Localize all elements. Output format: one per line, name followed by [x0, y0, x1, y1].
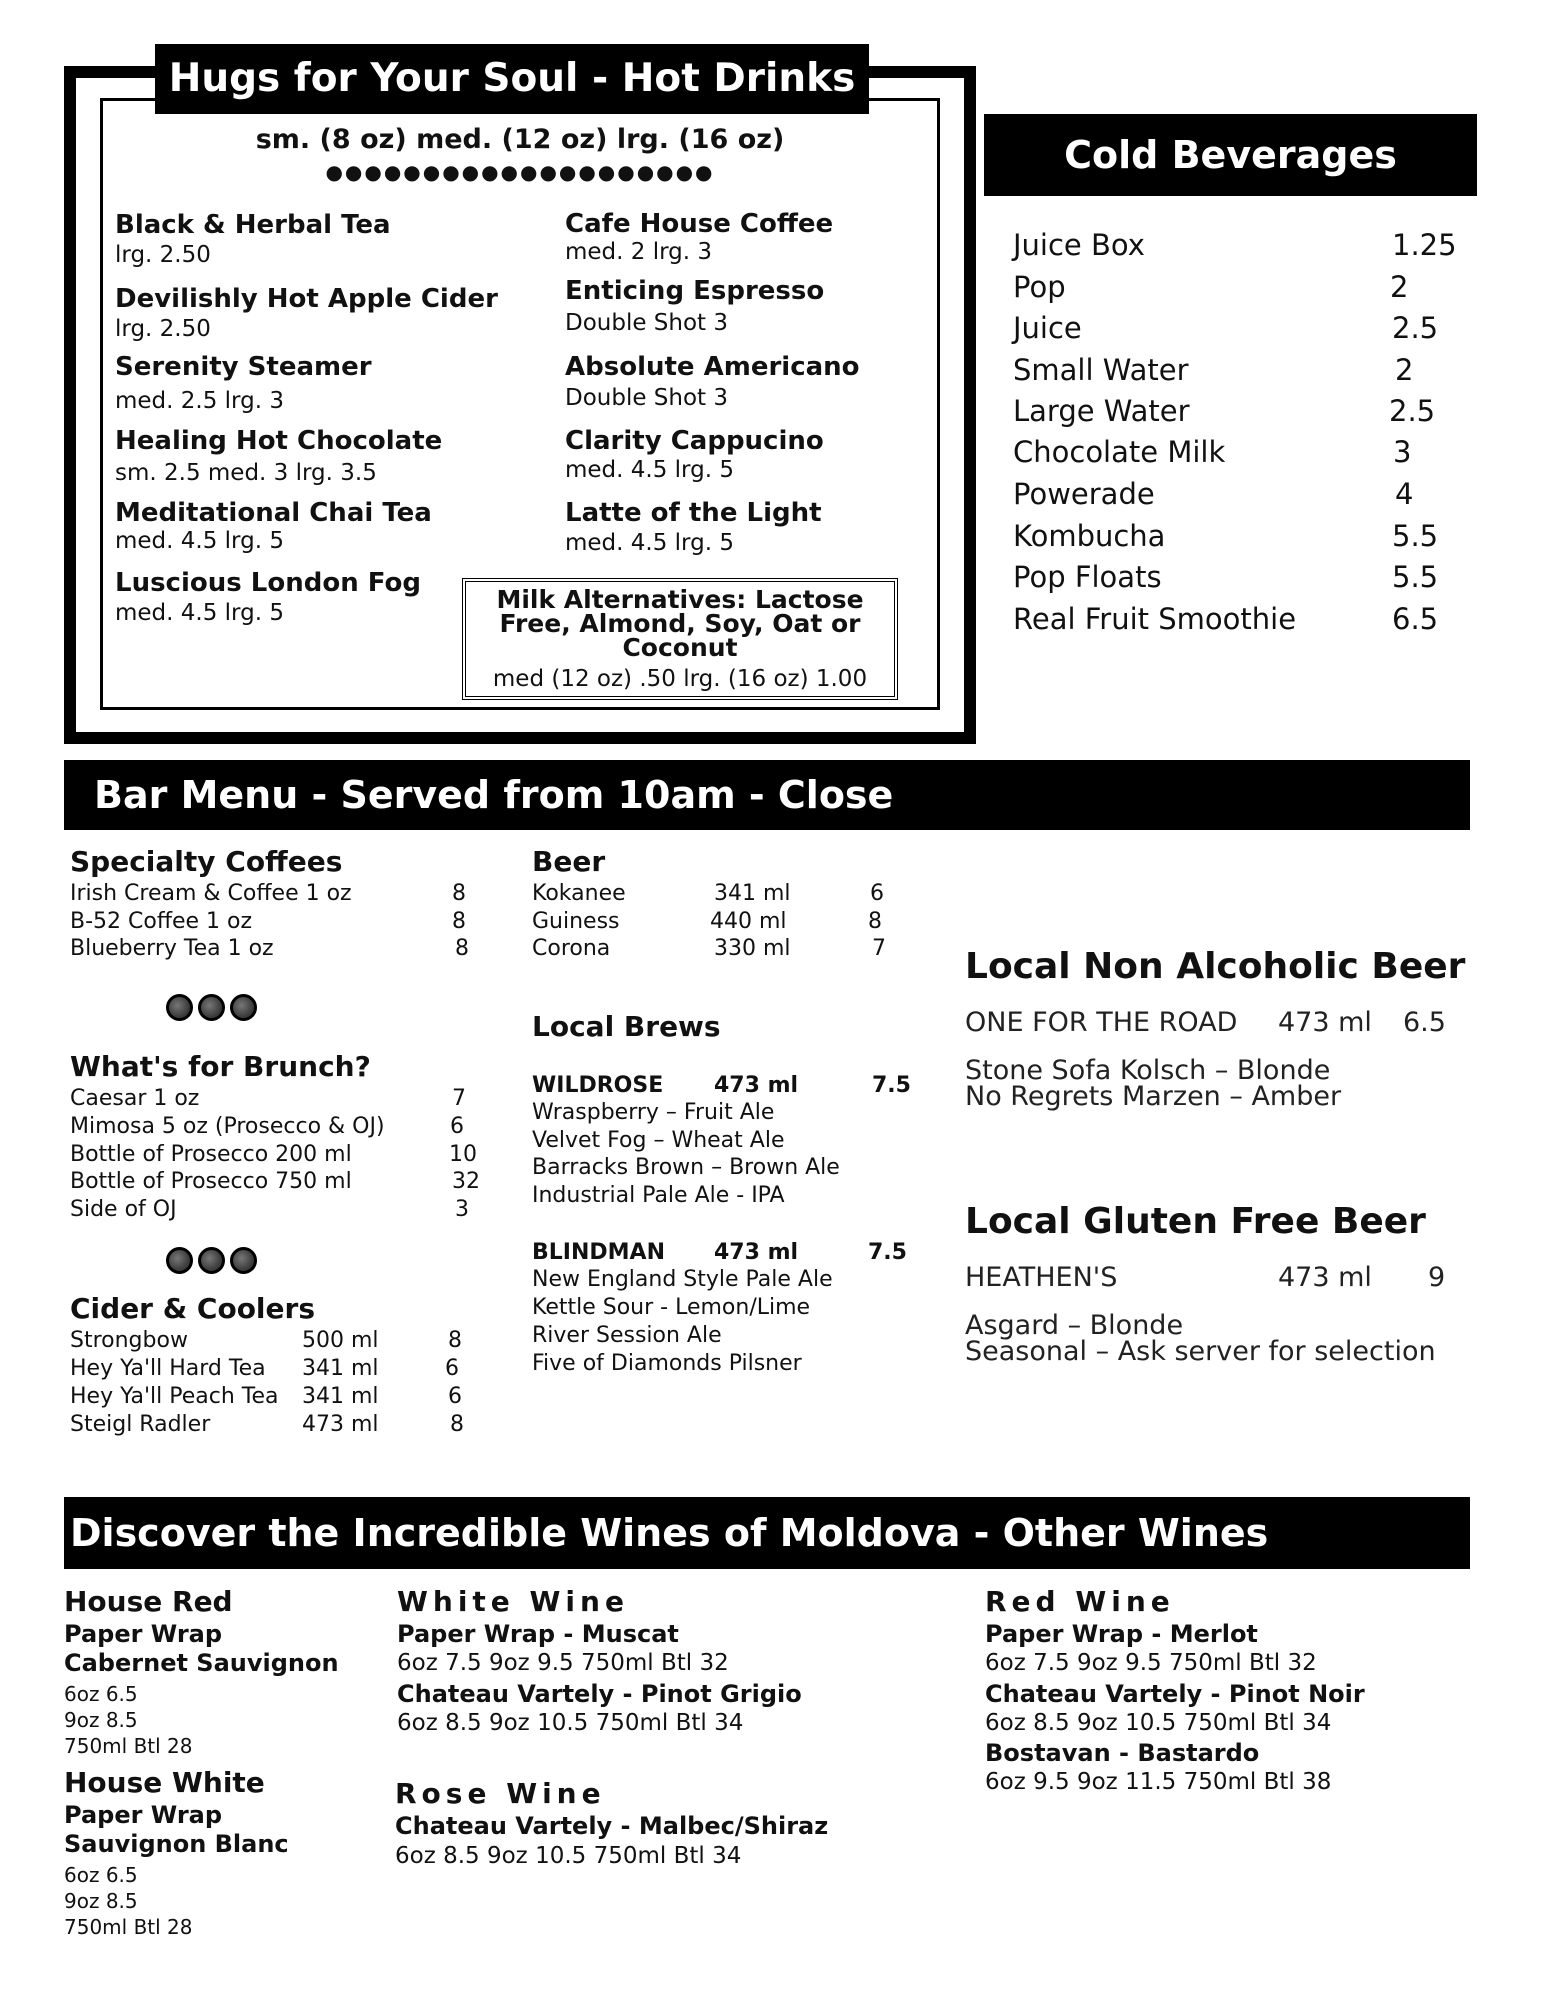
hot-item-price: med. 4.5 lrg. 5 — [115, 600, 284, 626]
hot-drinks-title: Hugs for Your Soul - Hot Drinks — [155, 44, 869, 114]
menu-item-size: 341 ml — [714, 881, 791, 906]
cold-item-name: Juice Box — [1013, 228, 1145, 262]
cold-item-price: 2.5 — [1392, 311, 1439, 345]
white-wine-heading: White Wine — [397, 1585, 629, 1618]
milk-alternatives-box — [462, 578, 898, 700]
house-white-heading: House White — [64, 1766, 265, 1799]
wine-prices: 6oz 8.5 9oz 10.5 750ml Btl 34 — [395, 1843, 742, 1869]
menu-item-size: 341 ml — [302, 1356, 379, 1381]
house-red-heading: House Red — [64, 1585, 233, 1618]
brew-item: Barracks Brown – Brown Ale — [532, 1155, 840, 1180]
house-white-line: Paper Wrap — [64, 1801, 223, 1829]
cold-item-price: 4 — [1395, 477, 1414, 511]
menu-item-price: 8 — [455, 936, 469, 961]
menu-item-name: Steigl Radler — [70, 1412, 211, 1437]
house-red-line: Cabernet Sauvignon — [64, 1649, 339, 1677]
menu-item-name: Blueberry Tea 1 oz — [70, 936, 274, 961]
menu-item-name: Bottle of Prosecco 200 ml — [70, 1142, 352, 1167]
hot-item-name: Clarity Cappucino — [565, 426, 824, 456]
menu-item-size: 440 ml — [710, 909, 787, 934]
brewery-name: WILDROSE — [532, 1073, 664, 1098]
hot-item-price: Double Shot 3 — [565, 385, 729, 411]
cold-item-name: Chocolate Milk — [1013, 435, 1226, 469]
cold-item-price: 5.5 — [1392, 560, 1439, 594]
hot-item-price: sm. 2.5 med. 3 lrg. 3.5 — [115, 460, 377, 486]
menu-item-price: 6 — [448, 1384, 462, 1409]
brew-item: River Session Ale — [532, 1323, 722, 1348]
brunch-heading: What's for Brunch? — [70, 1050, 371, 1083]
cold-item-name: Juice — [1013, 311, 1082, 345]
hot-drinks-dots: ●●●●●●●●●●●●●●●●●●●● — [325, 160, 715, 184]
house-white-line: Sauvignon Blanc — [64, 1830, 289, 1858]
hot-item-name: Black & Herbal Tea — [115, 210, 391, 240]
wine-prices: 6oz 7.5 9oz 9.5 750ml Btl 32 — [985, 1650, 1317, 1676]
red-wine-heading: Red Wine — [985, 1585, 1175, 1618]
brewery-price: 7.5 — [868, 1240, 907, 1265]
brewery-size: 473 ml — [714, 1073, 799, 1098]
menu-item-price: 7 — [872, 936, 886, 961]
local-brews-heading: Local Brews — [532, 1010, 721, 1043]
menu-item-size: 473 ml — [302, 1412, 379, 1437]
menu-item-name: Guiness — [532, 909, 620, 934]
hot-item-name: Devilishly Hot Apple Cider — [115, 284, 498, 314]
menu-item-price: 8 — [450, 1412, 464, 1437]
gluten-free-price: 9 — [1428, 1262, 1446, 1293]
menu-item-name: Mimosa 5 oz (Prosecco & OJ) — [70, 1114, 385, 1139]
hot-item-name: Cafe House Coffee — [565, 209, 834, 239]
hot-item-price: med. 2.5 lrg. 3 — [115, 388, 284, 414]
house-white-price: 9oz 8.5 — [64, 1889, 138, 1913]
cold-item-price: 3 — [1393, 435, 1412, 469]
cold-item-name: Large Water — [1013, 394, 1190, 428]
menu-item-price: 32 — [452, 1169, 480, 1194]
menu-item-name: Bottle of Prosecco 750 ml — [70, 1169, 352, 1194]
wines-title: Discover the Incredible Wines of Moldova - Other Wines — [64, 1497, 1470, 1569]
cold-item-price: 2 — [1395, 353, 1414, 387]
hot-item-name: Absolute Americano — [565, 352, 860, 382]
hot-drinks-sizes: sm. (8 oz) med. (12 oz) lrg. (16 oz) — [255, 124, 785, 155]
menu-item-name: Hey Ya'll Peach Tea — [70, 1384, 279, 1409]
wine-name: Chateau Vartely - Pinot Noir — [985, 1680, 1365, 1708]
menu-item-name: Corona — [532, 936, 611, 961]
brew-item: Kettle Sour - Lemon/Lime — [532, 1295, 811, 1320]
cold-item-price: 2.5 — [1389, 394, 1436, 428]
hot-item-price: med. 4.5 lrg. 5 — [115, 528, 284, 554]
hot-item-name: Luscious London Fog — [115, 568, 421, 598]
hot-item-price: med. 4.5 lrg. 5 — [565, 530, 734, 556]
cold-item-name: Powerade — [1013, 477, 1155, 511]
menu-item-price: 6 — [445, 1356, 459, 1381]
gluten-free-size: 473 ml — [1278, 1262, 1372, 1293]
cold-item-name: Pop — [1013, 270, 1066, 304]
hot-item-price: lrg. 2.50 — [115, 316, 211, 342]
hot-item-price: med. 2 lrg. 3 — [565, 239, 713, 265]
menu-item-price: 3 — [455, 1197, 469, 1222]
gluten-free-item: Asgard – Blonde — [965, 1310, 1184, 1341]
non-alcoholic-item: No Regrets Marzen – Amber — [965, 1081, 1342, 1112]
house-red-line: Paper Wrap — [64, 1620, 223, 1648]
hot-item-price: lrg. 2.50 — [115, 242, 211, 268]
house-white-price: 6oz 6.5 — [64, 1863, 138, 1887]
brew-item: Velvet Fog – Wheat Ale — [532, 1128, 785, 1153]
brew-item: Industrial Pale Ale - IPA — [532, 1183, 785, 1208]
menu-item-name: Caesar 1 oz — [70, 1086, 200, 1111]
cider-coolers-heading: Cider & Coolers — [70, 1292, 315, 1325]
non-alcoholic-item: Stone Sofa Kolsch – Blonde — [965, 1055, 1331, 1086]
menu-item-price: 8 — [452, 909, 466, 934]
menu-item-price: 6 — [450, 1114, 464, 1139]
wine-name: Chateau Vartely - Malbec/Shiraz — [395, 1812, 829, 1840]
cold-item-name: Small Water — [1013, 353, 1189, 387]
menu-item-name: Kokanee — [532, 881, 626, 906]
brewery-price: 7.5 — [872, 1073, 911, 1098]
hot-item-name: Latte of the Light — [565, 498, 822, 528]
menu-item-price: 6 — [870, 881, 884, 906]
cold-item-name: Real Fruit Smoothie — [1013, 602, 1297, 636]
hot-item-price: med. 4.5 lrg. 5 — [565, 457, 734, 483]
hot-item-name: Serenity Steamer — [115, 352, 372, 382]
menu-item-price: 8 — [868, 909, 882, 934]
menu-item-name: Irish Cream & Coffee 1 oz — [70, 881, 352, 906]
wine-prices: 6oz 8.5 9oz 10.5 750ml Btl 34 — [397, 1710, 744, 1736]
brew-item: New England Style Pale Ale — [532, 1267, 833, 1292]
gluten-free-item: Seasonal – Ask server for selection — [965, 1336, 1436, 1367]
menu-item-price: 7 — [452, 1086, 466, 1111]
menu-item-price: 8 — [452, 881, 466, 906]
gluten-free-brewery: HEATHEN'S — [965, 1262, 1118, 1293]
menu-item-name: B-52 Coffee 1 oz — [70, 909, 253, 934]
cold-item-price: 5.5 — [1392, 519, 1439, 553]
wine-name: Paper Wrap - Muscat — [397, 1620, 679, 1648]
menu-item-size: 341 ml — [302, 1384, 379, 1409]
hot-item-name: Enticing Espresso — [565, 276, 825, 306]
bar-menu-title: Bar Menu - Served from 10am - Close — [64, 760, 1470, 830]
brew-item: Five of Diamonds Pilsner — [532, 1351, 802, 1376]
hot-item-price: Double Shot 3 — [565, 310, 729, 336]
cold-item-name: Kombucha — [1013, 519, 1166, 553]
menu-item-size: 330 ml — [714, 936, 791, 961]
specialty-coffees-heading: Specialty Coffees — [70, 845, 343, 878]
house-white-price: 750ml Btl 28 — [64, 1915, 193, 1939]
non-alcoholic-size: 473 ml — [1278, 1007, 1372, 1038]
wine-name: Paper Wrap - Merlot — [985, 1620, 1258, 1648]
wine-prices: 6oz 7.5 9oz 9.5 750ml Btl 32 — [397, 1650, 729, 1676]
beer-heading: Beer — [532, 845, 606, 878]
rose-wine-heading: Rose Wine — [395, 1777, 606, 1810]
house-red-price: 9oz 8.5 — [64, 1708, 138, 1732]
milk-alternatives-title: Milk Alternatives: Lactose Free, Almond, Soy, Oat or Coconut — [496, 585, 864, 662]
brew-item: Wraspberry – Fruit Ale — [532, 1100, 775, 1125]
menu-item-price: 10 — [449, 1142, 477, 1167]
hot-item-name: Healing Hot Chocolate — [115, 426, 443, 456]
menu-item-name: Side of OJ — [70, 1197, 177, 1222]
non-alcoholic-heading: Local Non Alcoholic Beer — [965, 946, 1466, 987]
non-alcoholic-brewery: ONE FOR THE ROAD — [965, 1007, 1238, 1038]
wine-name: Bostavan - Bastardo — [985, 1739, 1260, 1767]
hot-item-name: Meditational Chai Tea — [115, 498, 432, 528]
cold-item-price: 2 — [1390, 270, 1409, 304]
cold-item-price: 1.25 — [1392, 228, 1457, 262]
milk-alternatives-prices: med (12 oz) .50 lrg. (16 oz) 1.00 — [492, 666, 868, 692]
house-red-price: 6oz 6.5 — [64, 1682, 138, 1706]
brewery-name: BLINDMAN — [532, 1240, 665, 1265]
divider-dots — [166, 1247, 262, 1278]
cold-item-price: 6.5 — [1392, 602, 1439, 636]
house-red-price: 750ml Btl 28 — [64, 1734, 193, 1758]
menu-item-size: 500 ml — [302, 1328, 379, 1353]
wine-name: Chateau Vartely - Pinot Grigio — [397, 1680, 802, 1708]
brewery-size: 473 ml — [714, 1240, 799, 1265]
wine-prices: 6oz 8.5 9oz 10.5 750ml Btl 34 — [985, 1710, 1332, 1736]
non-alcoholic-price: 6.5 — [1403, 1007, 1446, 1038]
cold-beverages-title: Cold Beverages — [984, 114, 1477, 196]
menu-item-price: 8 — [448, 1328, 462, 1353]
divider-dots — [166, 994, 262, 1025]
gluten-free-heading: Local Gluten Free Beer — [965, 1201, 1426, 1242]
cold-item-name: Pop Floats — [1013, 560, 1162, 594]
menu-item-name: Strongbow — [70, 1328, 188, 1353]
wine-prices: 6oz 9.5 9oz 11.5 750ml Btl 38 — [985, 1769, 1332, 1795]
menu-item-name: Hey Ya'll Hard Tea — [70, 1356, 266, 1381]
